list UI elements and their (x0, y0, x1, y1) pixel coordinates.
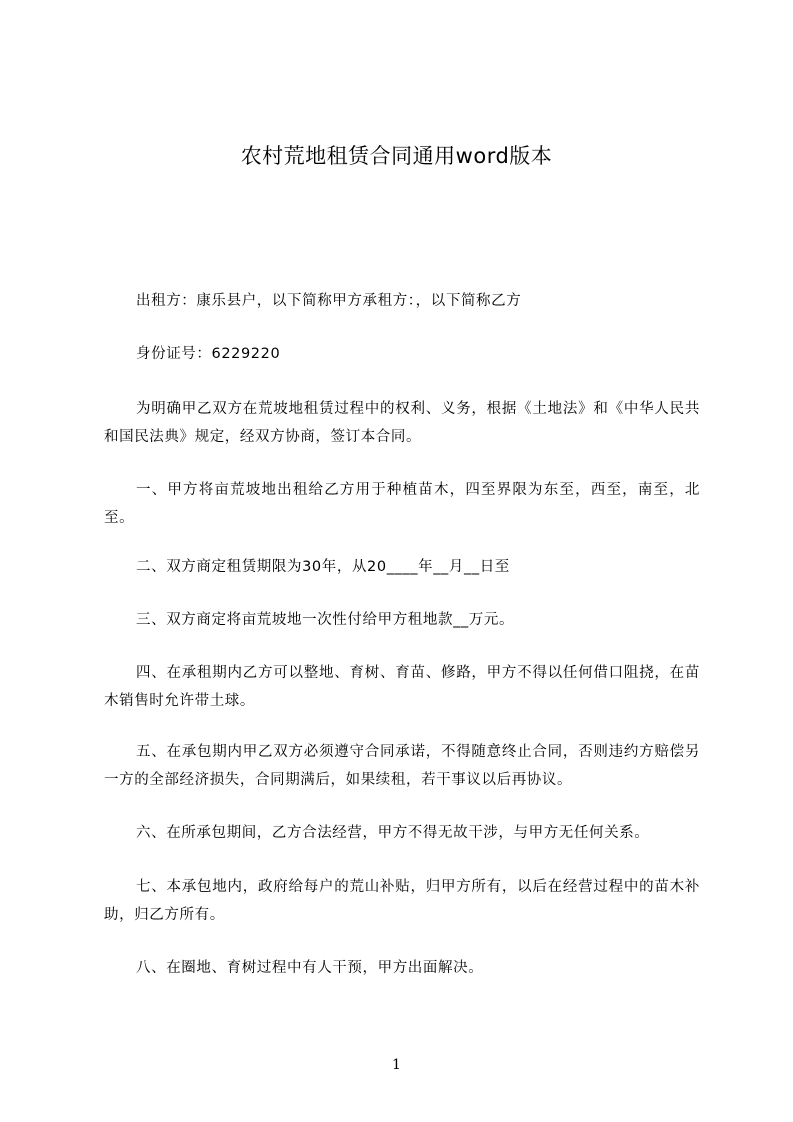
paragraph-id-number: 身份证号：6229220 (136, 346, 281, 362)
paragraph-clause-1: 一、甲方将亩荒坡地出租给乙方用于种植苗木，四至界限为东至，西至，南至，北至。 (104, 482, 700, 526)
paragraph-clause-5: 五、在承包期内甲乙双方必须遵守合同承诺，不得随意终止合同，否则违约方赔偿另一方的全部经济损失，合同期满后，如果续租，若干事议以后再协议。 (104, 744, 700, 788)
paragraph-clause-8: 八、在圈地、育树过程中有人干预，甲方出面解决。 (136, 960, 484, 976)
document-title: 农村荒地租赁合同通用word版本 (240, 144, 553, 168)
paragraph-clause-4: 四、在承租期内乙方可以整地、育树、育苗、修路，甲方不得以任何借口阻挠，在苗木销售时允许带土球。 (104, 665, 700, 709)
paragraph-clause-3: 三、双方商定将亩荒坡地一次性付给甲方租地款__万元。 (136, 612, 515, 628)
page-number: 1 (392, 1057, 401, 1073)
paragraph-parties: 出租方：康乐县户，以下简称甲方承租方：，以下简称乙方 (136, 293, 522, 309)
paragraph-preamble: 为明确甲乙双方在荒坡地租赁过程中的权利、义务，根据《土地法》和《中华人民共和国民法典》规定，经双方协商，签订本合同。 (104, 401, 700, 445)
paragraph-clause-2: 二、双方商定租赁期限为30年，从20____年__月__日至 (136, 559, 510, 575)
paragraph-clause-6: 六、在所承包期间，乙方合法经营，甲方不得无故干涉，与甲方无任何关系。 (136, 825, 650, 841)
paragraph-clause-7: 七、本承包地内，政府给每户的荒山补贴，归甲方所有，以后在经营过程中的苗木补助，归乙方所有。 (104, 879, 700, 923)
